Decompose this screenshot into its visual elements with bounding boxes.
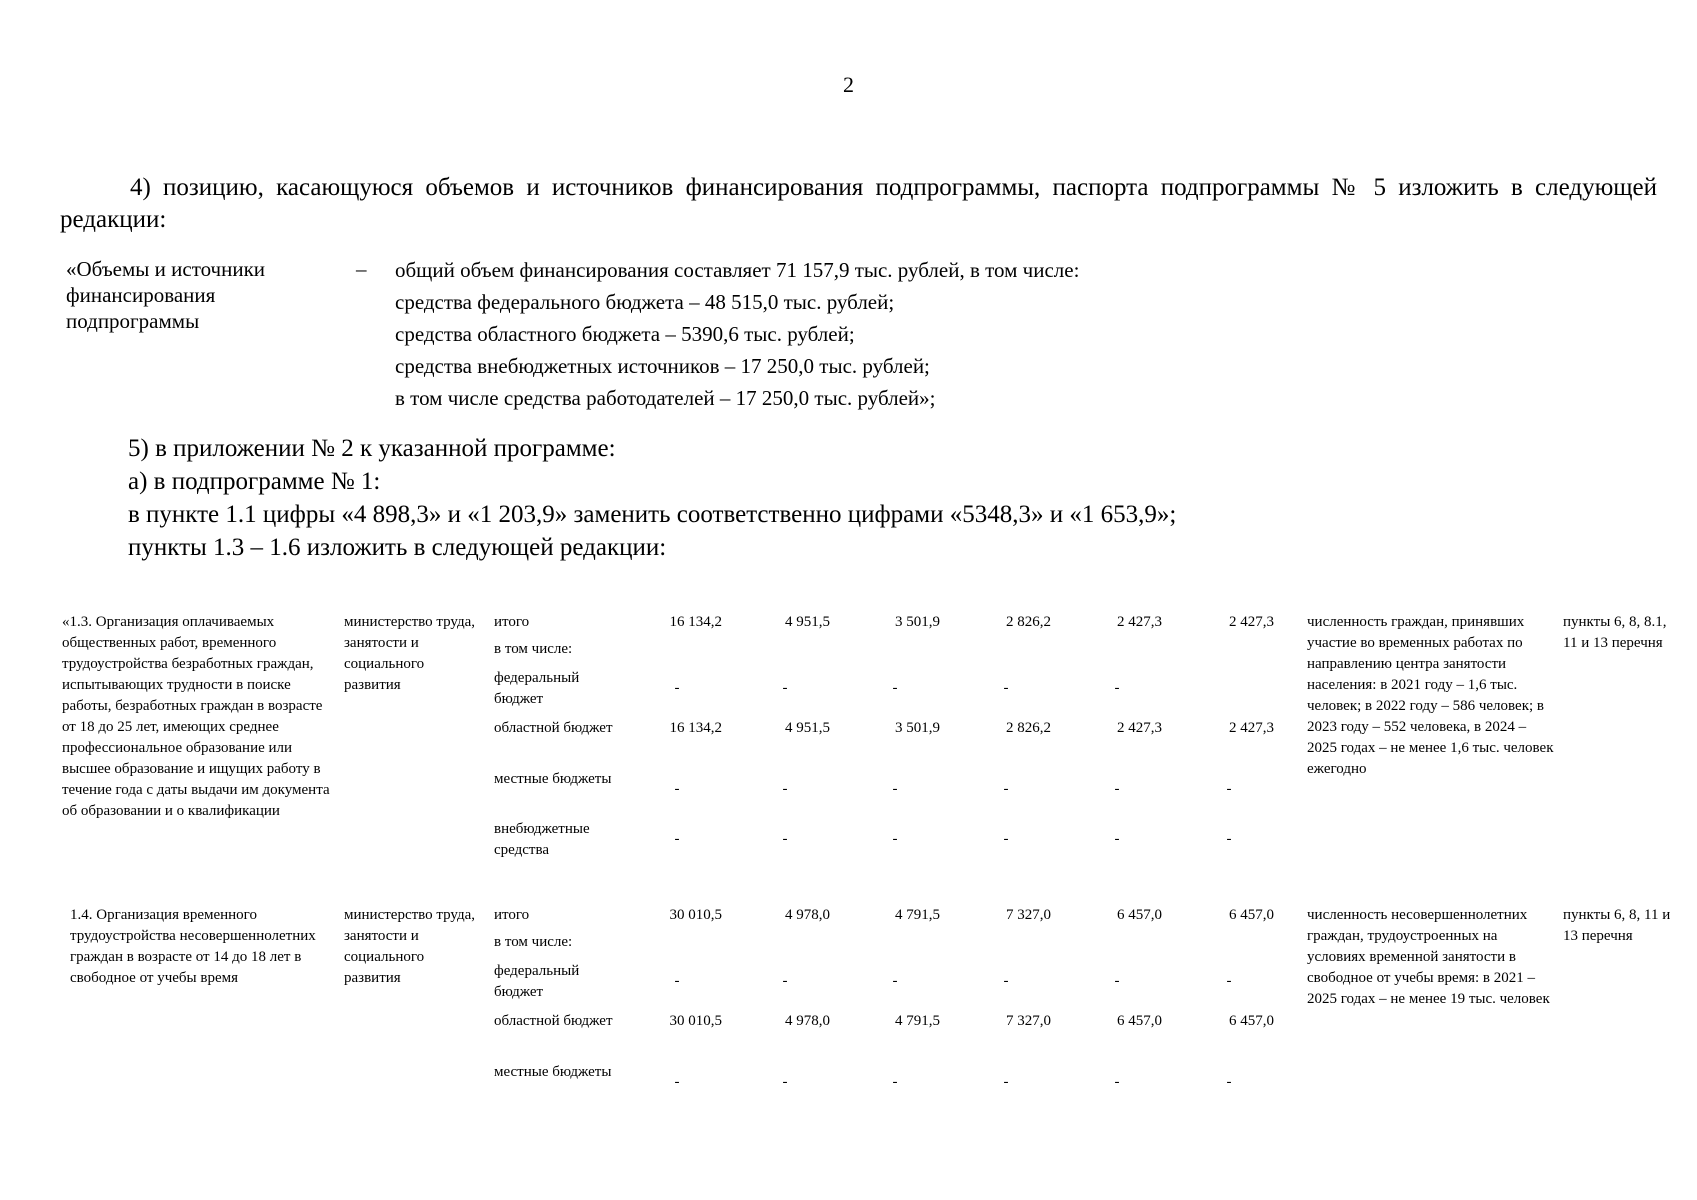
funding-source: областной бюджет	[494, 1013, 613, 1029]
value-dash: -	[1114, 973, 1120, 989]
funding-source: местные бюджеты	[494, 771, 612, 787]
value-dash: -	[892, 973, 898, 989]
value-dash: -	[1114, 831, 1120, 847]
executor: министерство труда, занятости и социального развития	[344, 614, 476, 693]
value-dash: -	[782, 973, 788, 989]
value-dash: -	[1003, 973, 1009, 989]
funding-source: в том числе:	[494, 934, 573, 950]
passport-line: средства областного бюджета – 5390,6 тыс. рублей;	[395, 322, 855, 346]
funding-value: 4 978,0	[785, 1013, 830, 1029]
page-number: 2	[843, 72, 854, 97]
funding-value: 4 791,5	[895, 907, 940, 923]
value-dash: -	[1226, 831, 1232, 847]
funding-value: 3 501,9	[895, 720, 940, 736]
funding-value: 4 978,0	[785, 907, 830, 923]
funding-value: 2 826,2	[1006, 720, 1051, 736]
passport-label: «Объемы и источники финансирования подпрограммы	[66, 257, 266, 333]
funding-source: областной бюджет	[494, 720, 613, 736]
funding-value: 16 134,2	[669, 614, 722, 630]
value-dash: -	[1226, 973, 1232, 989]
funding-source: федеральный бюджет	[494, 670, 580, 707]
funding-value: 6 457,0	[1117, 1013, 1162, 1029]
measure-name: 1.4. Организация временного трудоустройства несовершеннолетних граждан в возрасте от 14 до 18 лет в свободное от учебы время	[70, 907, 316, 986]
list-items-ref: пункты 6, 8, 11 и 13 перечня	[1563, 907, 1671, 944]
value-dash: -	[1114, 781, 1120, 797]
value-dash: -	[674, 781, 680, 797]
amendment-line: а) в подпрограмме № 1:	[128, 468, 381, 495]
funding-source: федеральный бюджет	[494, 963, 580, 1000]
funding-value: 4 791,5	[895, 1013, 940, 1029]
value-dash: -	[674, 973, 680, 989]
amendment-line: пункты 1.3 – 1.6 изложить в следующей редакции:	[128, 534, 667, 561]
funding-source: итого	[494, 907, 530, 923]
value-dash: -	[782, 1074, 788, 1090]
funding-value: 30 010,5	[669, 907, 722, 923]
funding-source: итого	[494, 614, 530, 630]
value-dash: -	[782, 781, 788, 797]
value-dash: -	[1226, 1074, 1232, 1090]
funding-value: 4 951,5	[785, 614, 830, 630]
funding-value: 2 427,3	[1117, 614, 1162, 630]
value-dash: -	[892, 1074, 898, 1090]
value-dash: -	[892, 781, 898, 797]
list-items-ref: пункты 6, 8, 8.1, 11 и 13 перечня	[1563, 614, 1667, 651]
amendment-line: 5) в приложении № 2 к указанной программе:	[128, 435, 616, 462]
value-dash: -	[892, 680, 898, 696]
funding-value: 6 457,0	[1117, 907, 1162, 923]
value-dash: -	[892, 831, 898, 847]
funding-source: местные бюджеты	[494, 1064, 612, 1080]
value-dash: -	[782, 680, 788, 696]
funding-value: 6 457,0	[1229, 1013, 1274, 1029]
intro-paragraph: 4) позицию, касающуюся объемов и источников финансирования подпрограммы, паспорта подпрограммы № 5 изложить в следующей редакции:	[60, 174, 1657, 233]
passport-line: общий объем финансирования составляет 71 157,9 тыс. рублей, в том числе:	[395, 258, 1080, 282]
measure-name: «1.3. Организация оплачиваемых общественных работ, временного трудоустройства безработных граждан, испытывающих трудности в поиске работы, безработных граждан в возрасте от 18 до 25 лет, имеющих среднее профессиональное образование или высшее образование и ищущих работу в течение года с даты выдачи им документа об образовании и о квалификации	[62, 614, 330, 819]
target-indicator: численность граждан, принявших участие во временных работах по направлению центра занятости населения: в 2021 году – 1,6 тыс. человек; в 2022 году – 586 человек; в 2023 году – 552 человека, в 2024 – 2025 годах – не менее 1,6 тыс. человек ежегодно	[1307, 614, 1554, 777]
funding-value: 30 010,5	[669, 1013, 722, 1029]
funding-source: в том числе:	[494, 641, 573, 657]
value-dash: -	[674, 680, 680, 696]
funding-source: внебюджетные средства	[494, 821, 590, 858]
funding-value: 7 327,0	[1006, 1013, 1051, 1029]
value-dash: -	[1003, 781, 1009, 797]
funding-value: 16 134,2	[669, 720, 722, 736]
funding-value: 4 951,5	[785, 720, 830, 736]
passport-line: средства федерального бюджета – 48 515,0 тыс. рублей;	[395, 290, 895, 314]
value-dash: -	[1114, 680, 1120, 696]
funding-value: 2 427,3	[1229, 720, 1274, 736]
amendment-line: в пункте 1.1 цифры «4 898,3» и «1 203,9» заменить соответственно цифрами «5348,3» и «1 653,9»;	[128, 501, 1177, 528]
passport-line: средства внебюджетных источников – 17 250,0 тыс. рублей;	[395, 354, 930, 378]
value-dash: -	[674, 831, 680, 847]
funding-value: 2 427,3	[1229, 614, 1274, 630]
value-dash: -	[1003, 680, 1009, 696]
value-dash: -	[782, 831, 788, 847]
executor: министерство труда, занятости и социального развития	[344, 907, 476, 986]
target-indicator: численность несовершеннолетних граждан, трудоустроенных на условиях временной занятости в свободное от учебы время: в 2021 – 2025 годах – не менее 19 тыс. человек	[1307, 907, 1550, 1007]
passport-dash: –	[356, 257, 367, 281]
value-dash: -	[1114, 1074, 1120, 1090]
value-dash: -	[1003, 1074, 1009, 1090]
funding-value: 2 427,3	[1117, 720, 1162, 736]
value-dash: -	[1003, 831, 1009, 847]
funding-value: 7 327,0	[1006, 907, 1051, 923]
value-dash: -	[1226, 781, 1232, 797]
passport-line: в том числе средства работодателей – 17 250,0 тыс. рублей»;	[395, 386, 936, 410]
funding-value: 3 501,9	[895, 614, 940, 630]
value-dash: -	[674, 1074, 680, 1090]
funding-value: 2 826,2	[1006, 614, 1051, 630]
funding-value: 6 457,0	[1229, 907, 1274, 923]
